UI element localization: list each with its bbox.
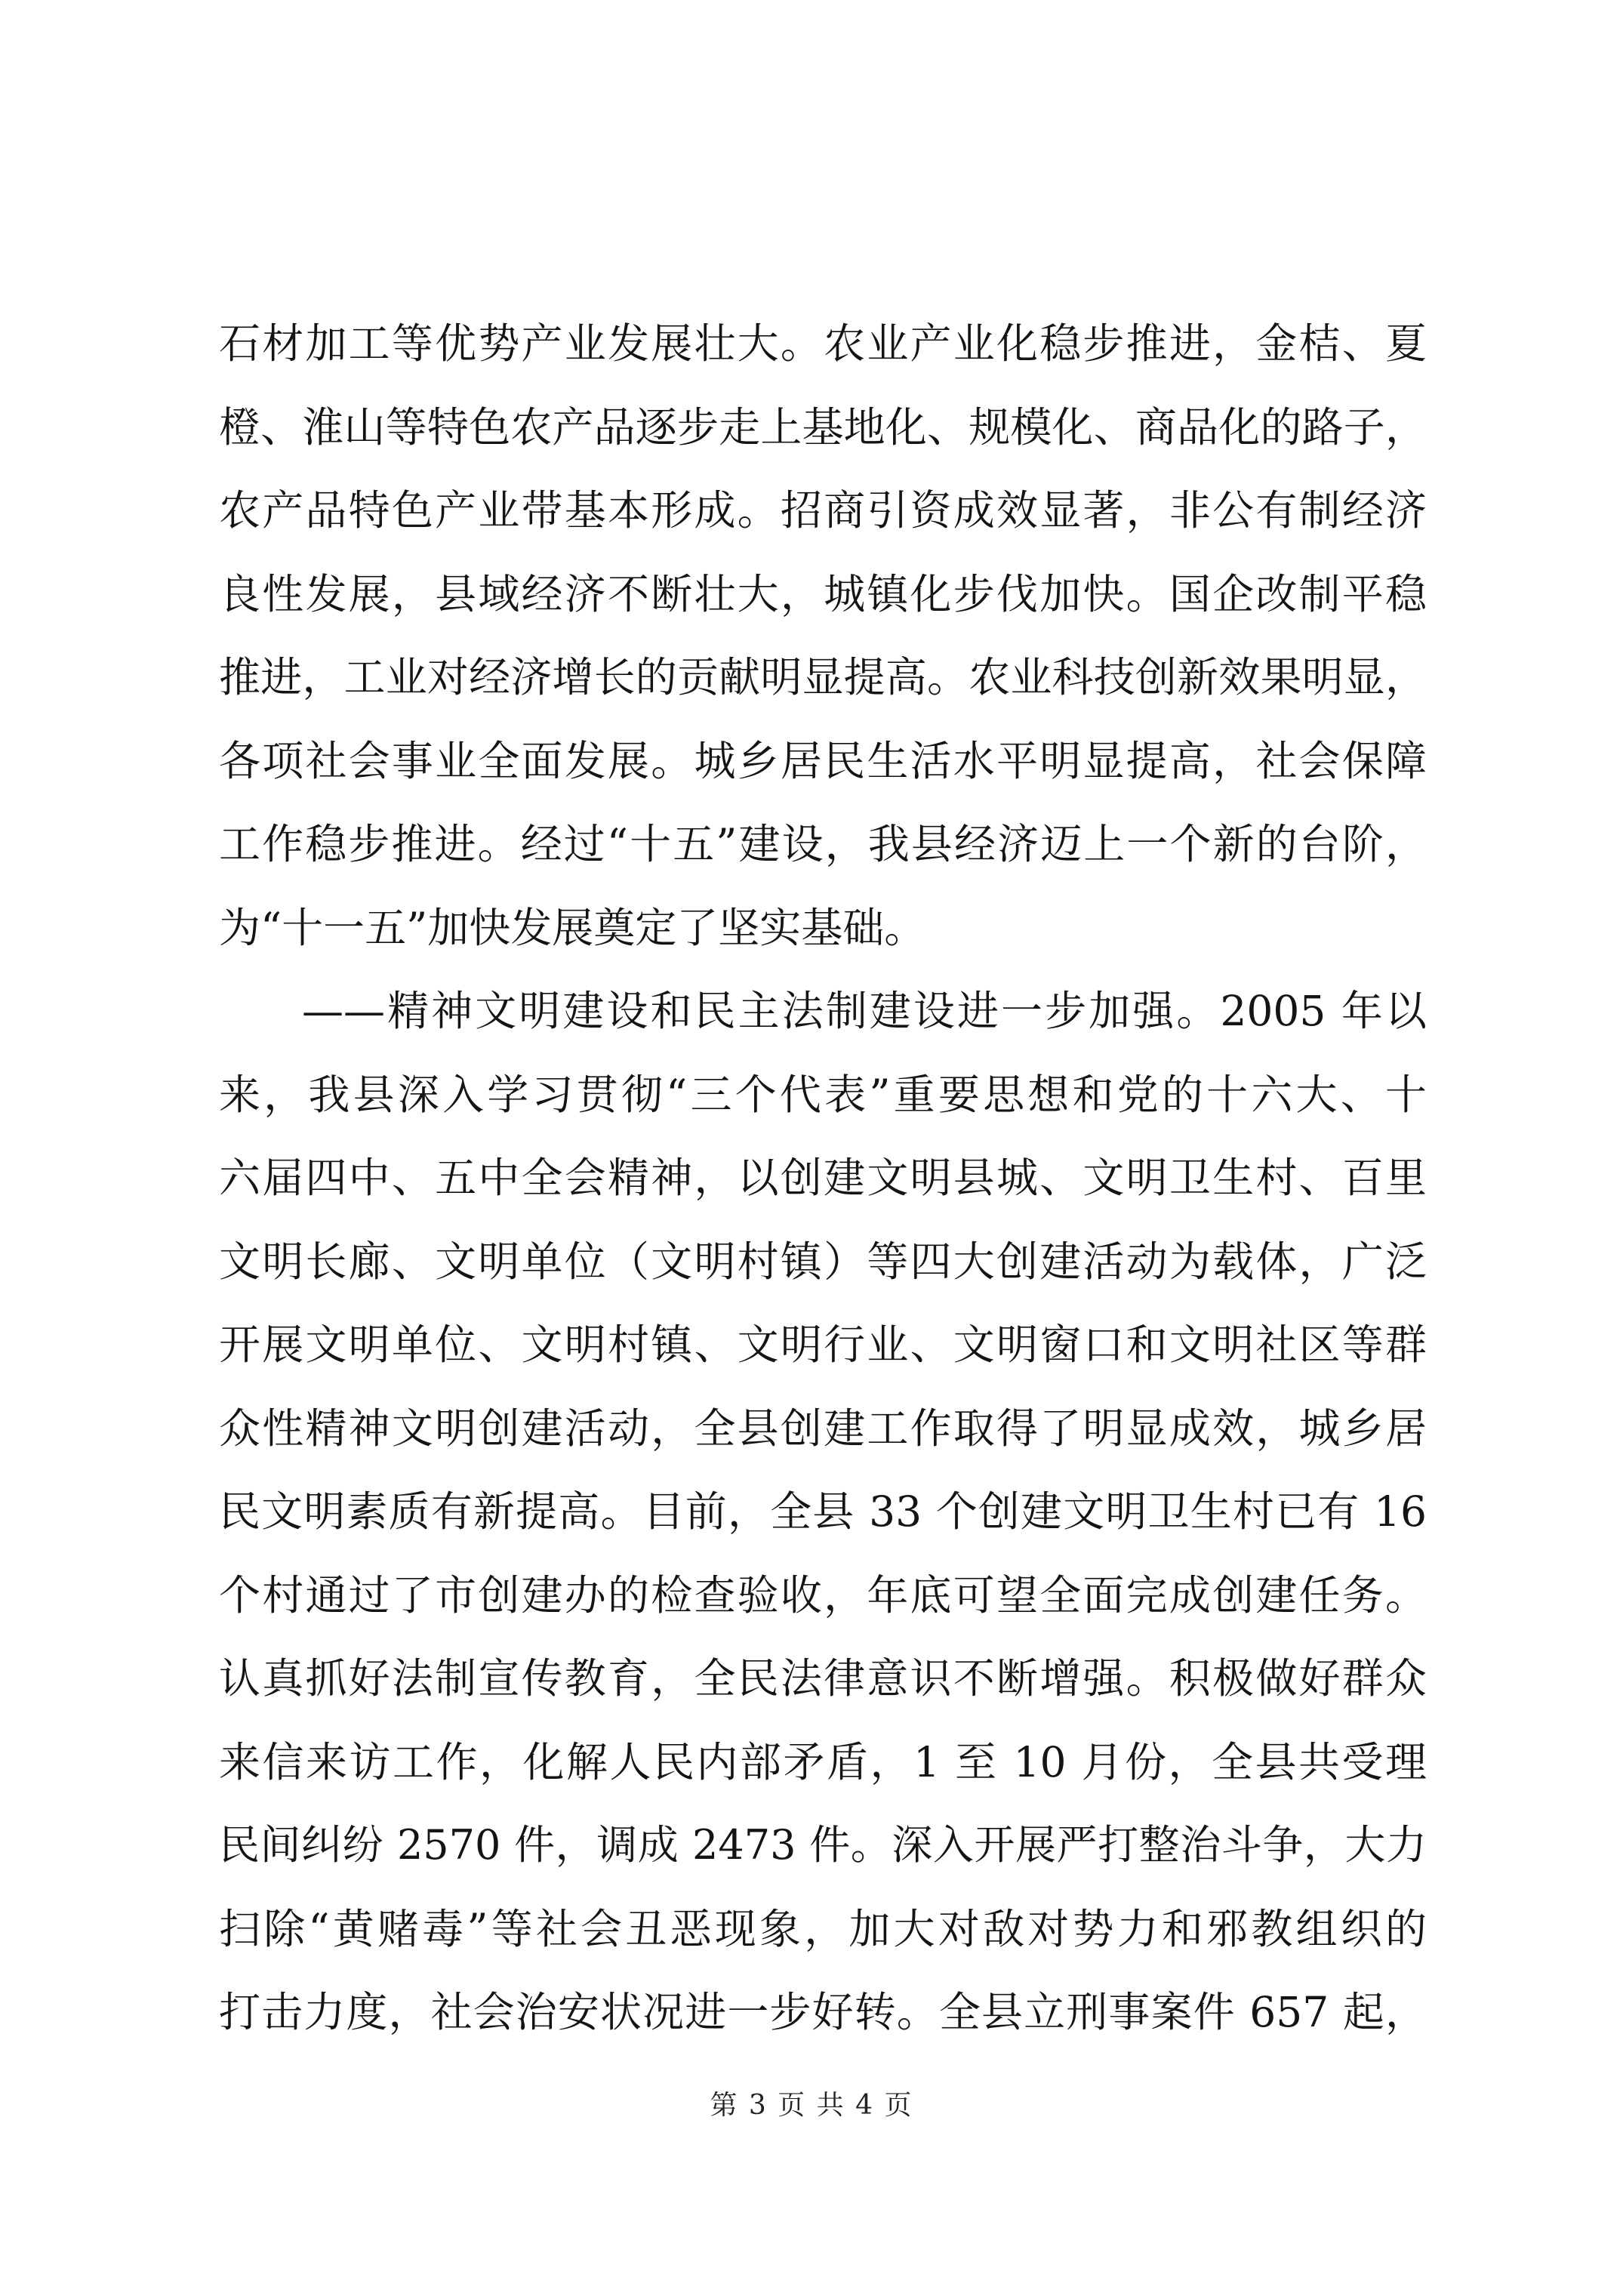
text-line: 民间纠纷 2570 件，调成 2473 件。深入开展严打整治斗争，大力 [219,1821,1427,1869]
text-line: 来信来访工作，化解人民内部矛盾，1 至 10 月份，全县共受理 [219,1737,1427,1786]
text-line: 个村通过了市创建办的检查验收，年底可望全面完成创建任务。 [219,1570,1427,1620]
text-line: 农产品特色产业带基本形成。招商引资成效显著，非公有制经济 [219,486,1427,535]
text-line: 为“十一五”加快发展奠定了坚实基础。 [219,903,926,952]
text-line: 石材加工等优势产业发展壮大。农业产业化稳步推进，金桔、夏 [219,319,1427,368]
text-line: 橙、淮山等特色农产品逐步走上基地化、规模化、商品化的路子， [219,402,1427,451]
text-line: 来，我县深入学习贯彻“三个代表”重要思想和党的十六大、十 [219,1070,1427,1119]
text-line: 开展文明单位、文明村镇、文明行业、文明窗口和文明社区等群 [219,1321,1427,1369]
text-line: 打击力度，社会治安状况进一步好转。全县立刑事案件 657 起， [219,1988,1427,2036]
text-line: 文明长廊、文明单位（文明村镇）等四大创建活动为载体，广泛 [219,1237,1427,1286]
text-line: 认真抓好法制宣传教育，全民法律意识不断增强。积极做好群众 [219,1654,1427,1703]
page-footer: 第 3 页 共 4 页 [710,2090,913,2121]
text-line: 六届四中、五中全会精神，以创建文明县城、文明卫生村、百里 [219,1154,1427,1202]
text-line: 众性精神文明创建活动，全县创建工作取得了明显成效，城乡居 [219,1404,1427,1453]
text-line: 民文明素质有新提高。目前，全县 33 个创建文明卫生村已有 16 [219,1487,1427,1536]
text-line: 各项社会事业全面发展。城乡居民生活水平明显提高，社会保障 [219,736,1427,785]
body-text [219,302,1427,2054]
text-line: 工作稳步推进。经过“十五”建设，我县经济迈上一个新的台阶， [219,820,1427,868]
paragraph-first-line: ——精神文明建设和民主法制建设进一步加强。2005 年以 [302,987,1427,1035]
text-line: 扫除“黄赌毒”等社会丑恶现象，加大对敌对势力和邪教组织的 [219,1904,1427,1953]
text-line: 推进，工业对经济增长的贡献明显提高。农业科技创新效果明显， [219,653,1427,701]
text-line: 良性发展，县域经济不断壮大，城镇化步伐加快。国企改制平稳 [219,569,1427,618]
